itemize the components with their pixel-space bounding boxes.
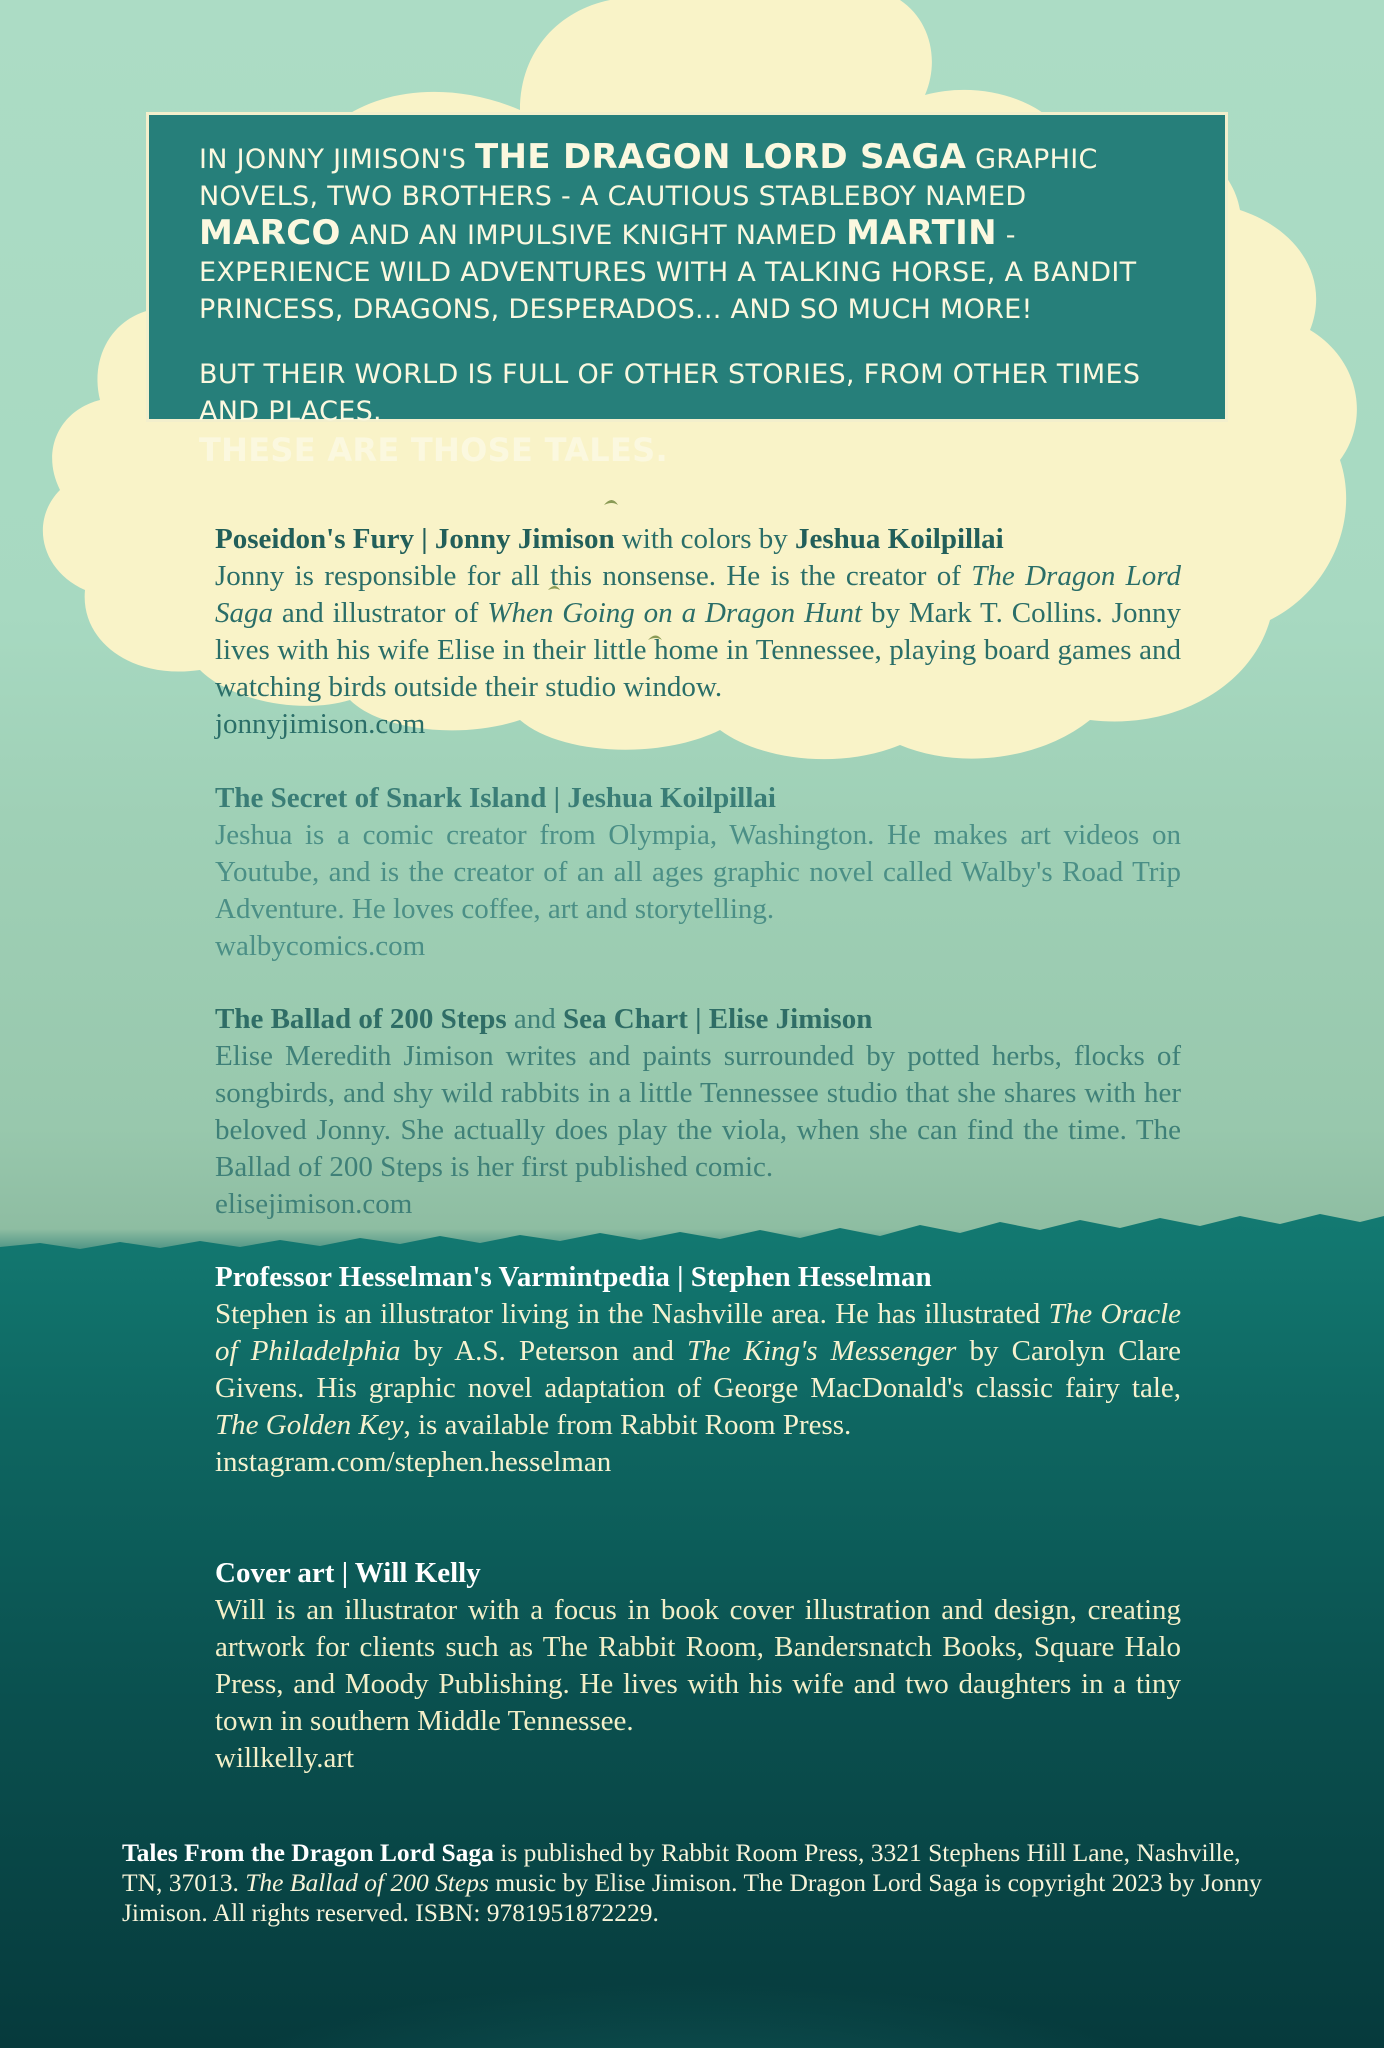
character-name: MARCO — [199, 213, 341, 253]
bio-italic: The Oracle of Philadelphia — [215, 1298, 1182, 1367]
bio-italic: The King's Messenger — [687, 1335, 957, 1367]
credit-title: The Ballad of 200 Steps — [215, 1003, 507, 1035]
credit-snark-island — [215, 780, 1181, 965]
credit-bio: Elise Meredith Jimison writes and paints surrounded by potted herbs, flocks of songbirds, and shy wild rabbits in a little Tennessee studio that she shares with her beloved Jonny. She actually does play the viola, when she can find the time. The Ballad of 200 Steps is her first published comic. — [215, 1040, 1181, 1183]
footer-text: music by Elise Jimison. The Dragon Lord Saga is copyright 2023 by Jonny Jimison. All rights reserved. ISBN: 9781951872229. — [122, 1868, 1262, 1927]
credit-url: walbycomics.com — [215, 930, 426, 962]
credit-poseidons-fury — [215, 521, 1181, 743]
series-title: THE DRAGON LORD SAGA — [475, 137, 967, 177]
credit-cover-art — [215, 1555, 1181, 1777]
intro-text: - EXPERIENCE WILD ADVENTURES WITH A TALKING HORSE, A BANDIT PRINCESS, DRAGONS, DESPERADOS... AND SO MUCH MORE! — [199, 220, 1137, 325]
credit-title: The Secret of Snark Island | Jeshua Koilpillai — [215, 782, 776, 814]
credit-bio: Jeshua is a comic creator from Olympia, Washington. He makes art videos on Youtube, and is the creator of an all ages graphic novel called Walby's Road Trip Adventure. He loves coffee, art and storytelling. — [215, 819, 1181, 925]
credit-ballad-of-200-steps — [215, 1001, 1181, 1223]
credit-bio: Will is an illustrator with a focus in book cover illustration and design, creating artwork for clients such as The Rabbit Room, Bandersnatch Books, Square Halo Press, and Moody Publishing. He lives with his wife and two daughters in a tiny town in southern Middle Tennessee. — [215, 1594, 1181, 1737]
intro-closing: THESE ARE THOSE TALES. — [199, 431, 668, 469]
credit-title-2: Sea Chart | Elise Jimison — [563, 1003, 873, 1035]
bio-text: and illustrator of — [273, 597, 488, 629]
intro-text: AND AN IMPULSIVE KNIGHT NAMED — [340, 220, 846, 251]
bio-italic: The Dragon Lord Saga — [215, 560, 1181, 629]
credit-connector: and — [506, 1003, 564, 1035]
credit-colorist: Jeshua Koilpillai — [795, 523, 1004, 555]
character-name: MARTIN — [845, 213, 997, 253]
credit-bio — [215, 1296, 1181, 1444]
credit-url: instagram.com/stephen.hesselman — [215, 1446, 612, 1478]
credit-connector: with colors by — [614, 523, 796, 555]
footer-title: Tales From the Dragon Lord Saga — [122, 1838, 494, 1867]
intro-text: GRAPHIC NOVELS, TWO BROTHERS - A CAUTIOUS STABLEBOY NAMED — [199, 144, 1098, 212]
credit-heading — [215, 1259, 1181, 1296]
intro-box — [146, 112, 1228, 469]
bio-text: Jonny is responsible for all this nonsense. He is the creator of — [215, 560, 972, 592]
credit-title: Cover art | Will Kelly — [215, 1557, 481, 1589]
intro-paragraph-2 — [199, 356, 1175, 470]
credit-varmintpedia — [215, 1259, 1181, 1481]
intro-text: BUT THEIR WORLD IS FULL OF OTHER STORIES, FROM OTHER TIMES AND PLACES. — [199, 359, 1141, 427]
credit-heading — [215, 780, 1181, 817]
credit-url: willkelly.art — [215, 1742, 355, 1774]
bio-text: by Carolyn Clare Givens. His graphic novel adaptation of George MacDonald's classic fairy tale, — [215, 1335, 1182, 1404]
credit-bio — [215, 558, 1181, 706]
credit-url: elisejimison.com — [215, 1188, 413, 1220]
bio-text: by A.S. Peterson and — [400, 1335, 687, 1367]
credit-title: Professor Hesselman's Varmintpedia | Stephen Hesselman — [215, 1261, 932, 1293]
credit-heading — [215, 1001, 1181, 1038]
bio-italic: The Golden Key — [215, 1409, 404, 1441]
intro-text: IN JONNY JIMISON'S — [199, 144, 476, 175]
footer-italic: The Ballad of 200 Steps — [245, 1868, 489, 1897]
bio-text: Stephen is an illustrator living in the Nashville area. He has illustrated — [215, 1298, 1049, 1330]
publication-footer — [122, 1838, 1262, 1928]
credit-url: jonnyjimison.com — [215, 708, 426, 740]
intro-paragraph — [199, 139, 1175, 328]
bio-text: , is available from Rabbit Room Press. — [403, 1409, 852, 1441]
credit-title: Poseidon's Fury | Jonny Jimison — [215, 523, 615, 555]
credit-heading — [215, 1555, 1181, 1592]
bio-text: by Mark T. Collins. Jonny lives with his wife Elise in their little home in Tennessee, playing board games and watching birds outside their studio window. — [215, 597, 1181, 703]
footer-text: is published by Rabbit Room Press, 3321 Stephens Hill Lane, Nashville, TN, 37013. — [122, 1838, 1241, 1897]
credit-heading — [215, 521, 1181, 558]
bio-italic: When Going on a Dragon Hunt — [487, 597, 863, 629]
